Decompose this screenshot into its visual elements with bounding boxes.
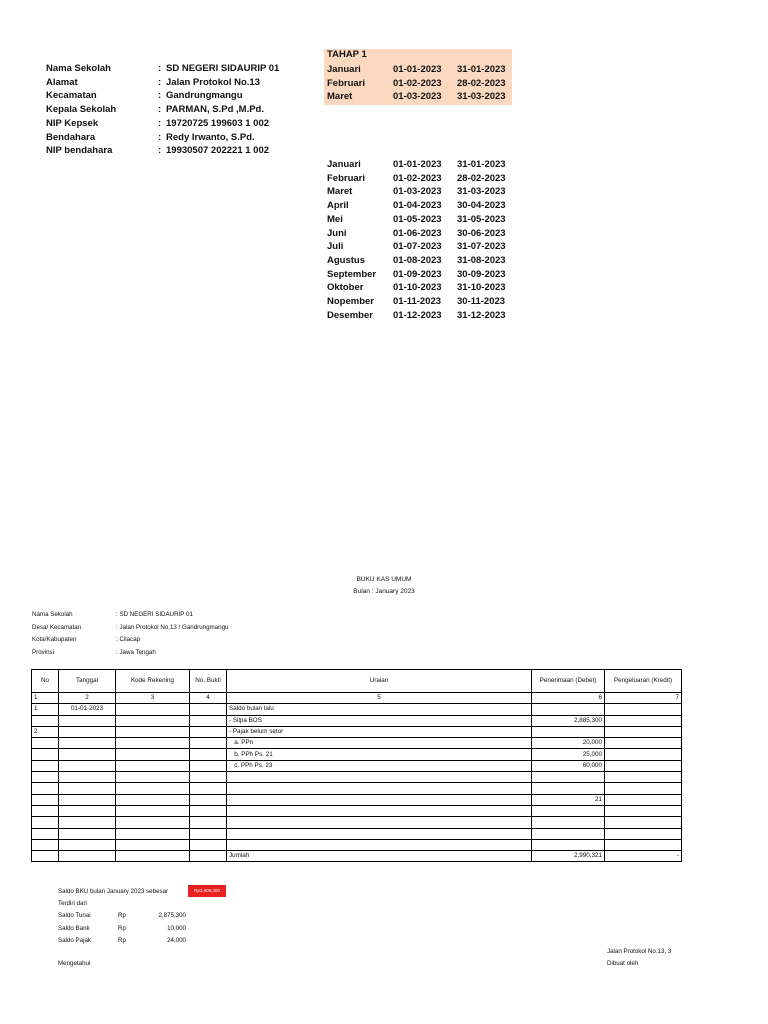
tahap-end: 31-01-2023 (457, 64, 506, 75)
table-cell (59, 794, 116, 805)
summary-value: 10,000 (167, 924, 186, 932)
table-row (32, 738, 682, 749)
summary-value: 24,000 (167, 937, 186, 944)
month-end: 28-02-2023 (457, 172, 506, 184)
table-cell (190, 794, 227, 805)
table-cell (32, 772, 59, 783)
table-cell (605, 794, 682, 805)
info-colon: : (158, 90, 162, 102)
table-cell (32, 839, 59, 850)
info-value: Redy Irwanto, S.Pd. (166, 131, 255, 143)
table-row (32, 839, 682, 850)
month-end: 30-11-2023 (457, 296, 506, 307)
table-cell: 2,990,321 (532, 851, 605, 862)
table-cell: 20,000 (532, 738, 605, 749)
table-cell (532, 828, 605, 839)
table-cell (532, 817, 605, 828)
month-row (327, 281, 517, 294)
table-cell (190, 715, 227, 726)
bku-info-label: Provinsi (32, 648, 55, 656)
column-number: 7 (605, 693, 682, 704)
table-cell (605, 760, 682, 771)
table-cell (532, 772, 605, 783)
table-cell: - Silpa BOS (227, 715, 532, 726)
table-cell (190, 726, 227, 737)
month-row (327, 254, 517, 267)
table-cell (190, 828, 227, 839)
table-cell (116, 704, 190, 715)
table-cell (605, 828, 682, 839)
table-cell: 60,000 (532, 760, 605, 771)
tahap-row (327, 90, 517, 104)
table-cell (605, 772, 682, 783)
month-row (327, 268, 517, 281)
month-row (327, 240, 517, 253)
dibuat-oleh: Dibuat oleh (607, 960, 639, 967)
table-cell (605, 738, 682, 749)
table-cell (116, 805, 190, 816)
table-cell (605, 839, 682, 850)
table-cell (605, 749, 682, 760)
month-start: 01-08-2023 (393, 254, 442, 266)
month-end: 30-09-2023 (457, 268, 506, 280)
month-start: 01-12-2023 (393, 309, 442, 321)
table-cell (59, 828, 116, 839)
month-row (327, 213, 517, 226)
info-label: Alamat (46, 76, 78, 88)
table-cell (59, 749, 116, 760)
month-name: Oktober (327, 282, 364, 294)
table-cell (227, 828, 532, 839)
month-start: 01-11-2023 (393, 296, 442, 307)
table-cell (32, 805, 59, 816)
tahap-month: Februari (327, 77, 366, 89)
table-cell (190, 805, 227, 816)
column-header: No. Bukti (190, 670, 227, 693)
table-cell (227, 839, 532, 850)
table-cell: - Pajak belum setor (227, 726, 532, 737)
column-header: Penerimaan (Debet) (532, 670, 605, 693)
table-cell: 1 (32, 704, 59, 715)
bku-table (31, 669, 682, 862)
table-cell (32, 749, 59, 760)
saldo-box: Rp2,909,300 (188, 885, 226, 897)
month-end: 31-08-2023 (457, 254, 506, 266)
table-cell (605, 715, 682, 726)
table-cell (227, 817, 532, 828)
table-cell (227, 783, 532, 794)
table-cell (59, 805, 116, 816)
month-row (327, 185, 517, 198)
table-cell (116, 772, 190, 783)
info-label: NIP Kepsek (46, 117, 99, 129)
summary-label: Saldo Tunai (58, 912, 91, 919)
bku-info-value: : SD NEGERI SIDAURIP 01 (116, 611, 193, 618)
table-cell (605, 805, 682, 816)
summary-rp: Rp (118, 924, 126, 932)
table-cell (59, 715, 116, 726)
table-row (32, 828, 682, 839)
month-name: September (327, 268, 377, 280)
month-name: Februari (327, 172, 366, 184)
saldo-text: Saldo BKU bulan January 2023 sebesar (58, 888, 169, 895)
table-cell (190, 772, 227, 783)
month-name: Juli (327, 241, 344, 253)
column-header: Pengeluaran (Kredit) (605, 670, 682, 693)
table-cell (190, 783, 227, 794)
table-cell (532, 805, 605, 816)
info-label: Kepala Sekolah (46, 104, 117, 116)
tahap-month: Maret (327, 91, 353, 102)
table-cell (32, 760, 59, 771)
table-row (32, 783, 682, 794)
tahap-start: 01-02-2023 (393, 77, 442, 89)
month-row (327, 172, 517, 185)
column-number-row (32, 693, 682, 704)
table-cell (605, 704, 682, 715)
column-header: Kode Rekening (116, 670, 190, 693)
table-cell (190, 749, 227, 760)
table-cell (605, 783, 682, 794)
info-value: PARMAN, S.Pd ,M.Pd. (166, 104, 264, 116)
month-row (327, 309, 517, 322)
table-cell (116, 760, 190, 771)
info-colon: : (158, 145, 162, 157)
month-start: 01-07-2023 (393, 241, 442, 253)
table-cell (32, 794, 59, 805)
mengetahui: Mengetahui (58, 960, 91, 967)
table-cell (32, 851, 59, 862)
info-label: Nama Sekolah (46, 63, 111, 74)
month-start: 01-03-2023 (393, 186, 442, 198)
bku-title: BUKU KAS UMUM (356, 576, 412, 583)
table-cell (116, 817, 190, 828)
month-name: Agustus (327, 254, 365, 266)
bku-info-label: Kota/Kabupaten (32, 636, 77, 643)
info-value: 19720725 199603 1 002 (166, 117, 270, 129)
table-cell: 25,000 (532, 749, 605, 760)
month-end: 31-01-2023 (457, 159, 506, 170)
month-end: 31-12-2023 (457, 309, 506, 321)
table-row (32, 704, 682, 715)
table-cell: Jumlah (227, 851, 532, 862)
table-cell (532, 839, 605, 850)
table-cell (59, 851, 116, 862)
column-header: Uraian (227, 670, 532, 693)
terdiri-dari: Terdiri dari (58, 900, 87, 907)
bku-info-value: : Jalan Protokol No.13 / Gandrungmangu (116, 623, 229, 631)
table-cell (59, 839, 116, 850)
column-header: No (32, 670, 59, 693)
info-value: Gandrungmangu (166, 90, 243, 102)
table-cell (190, 851, 227, 862)
column-number: 5 (227, 693, 532, 704)
table-row (32, 715, 682, 726)
table-cell: a. PPn (227, 738, 532, 749)
table-row (32, 760, 682, 771)
month-name: Juni (327, 227, 347, 239)
month-start: 01-10-2023 (393, 282, 442, 294)
month-end: 31-07-2023 (457, 241, 506, 253)
table-cell (59, 726, 116, 737)
month-end: 30-04-2023 (457, 200, 506, 212)
month-start: 01-09-2023 (393, 268, 442, 280)
table-cell: b. PPh Ps. 21 (227, 749, 532, 760)
table-cell (116, 828, 190, 839)
bku-subtitle: Bulan : January 2023 (353, 588, 415, 595)
table-cell: Saldo bulan lalu (227, 704, 532, 715)
bku-info-label: Nama Sekolah (32, 611, 73, 618)
column-number: 1 (32, 693, 59, 704)
month-name: Desember (327, 309, 373, 321)
column-header: Tanggal (59, 670, 116, 693)
month-row (327, 158, 517, 171)
table-cell (32, 783, 59, 794)
table-cell (190, 760, 227, 771)
month-row (327, 227, 517, 240)
month-end: 31-10-2023 (457, 282, 506, 294)
table-cell (227, 805, 532, 816)
table-cell: c. PPh Ps. 23 (227, 760, 532, 771)
table-row (32, 772, 682, 783)
table-cell: 2,885,300 (532, 715, 605, 726)
month-start: 01-05-2023 (393, 213, 442, 225)
table-cell (190, 839, 227, 850)
table-header (32, 670, 682, 693)
table-cell (116, 726, 190, 737)
table-cell: 01-01-2023 (59, 704, 116, 715)
table-cell (116, 794, 190, 805)
month-start: 01-04-2023 (393, 200, 442, 212)
table-cell (32, 828, 59, 839)
info-value: 19930507 202221 1 002 (166, 145, 270, 157)
table-cell (532, 704, 605, 715)
table-cell (532, 726, 605, 737)
column-number: 6 (532, 693, 605, 704)
month-name: Mei (327, 213, 343, 225)
table-cell (532, 783, 605, 794)
tahap-start: 01-03-2023 (393, 91, 442, 102)
summary-value: 2,875,300 (158, 912, 186, 919)
month-name: Januari (327, 159, 361, 170)
table-cell (116, 783, 190, 794)
summary-rp: Rp (118, 937, 126, 944)
table-cell (59, 772, 116, 783)
table-row (32, 805, 682, 816)
table-cell (116, 715, 190, 726)
tahap-end: 28-02-2023 (457, 77, 506, 89)
table-cell (227, 772, 532, 783)
table-cell (190, 817, 227, 828)
info-colon: : (158, 76, 162, 88)
table-cell (190, 704, 227, 715)
table-cell: 2 (32, 726, 59, 737)
table-cell (116, 839, 190, 850)
month-end: 30-06-2023 (457, 227, 506, 239)
month-start: 01-01-2023 (393, 159, 442, 170)
bku-info-value: : Cilacap (116, 636, 141, 643)
tahap-row (327, 63, 517, 77)
info-value: SD NEGERI SIDAURIP 01 (166, 63, 280, 74)
month-row (327, 295, 517, 308)
table-row (32, 726, 682, 737)
table-cell (116, 749, 190, 760)
table-cell: - (605, 851, 682, 862)
info-label: NIP bendahara (46, 145, 113, 157)
table-cell (32, 817, 59, 828)
table-cell (59, 817, 116, 828)
table-cell (59, 760, 116, 771)
info-colon: : (158, 131, 162, 143)
table-cell (605, 817, 682, 828)
table-cell (190, 738, 227, 749)
month-start: 01-06-2023 (393, 227, 442, 239)
month-name: April (327, 200, 349, 212)
table-row (32, 794, 682, 805)
bku-info-value: : Jawa Tengah (116, 648, 156, 656)
info-colon: : (158, 63, 162, 74)
tahap-row (327, 77, 517, 91)
column-number: 2 (59, 693, 116, 704)
table-cell (227, 794, 532, 805)
month-name: Maret (327, 186, 353, 198)
table-cell (59, 738, 116, 749)
table-cell (32, 738, 59, 749)
bku-info-label: Desa/ Kecamatan (32, 623, 82, 631)
month-name: Nopember (327, 296, 374, 307)
month-end: 31-05-2023 (457, 213, 506, 225)
info-label: Bendahara (46, 131, 96, 143)
column-number: 3 (116, 693, 190, 704)
info-colon: : (158, 104, 162, 116)
table-cell (605, 726, 682, 737)
summary-rp: Rp (118, 912, 126, 919)
tahap-start: 01-01-2023 (393, 64, 442, 75)
table-row (32, 851, 682, 862)
table-cell: 21 (532, 794, 605, 805)
table-cell (59, 783, 116, 794)
info-label: Kecamatan (46, 90, 97, 102)
column-number: 4 (190, 693, 227, 704)
info-value: Jalan Protokol No.13 (166, 76, 260, 88)
table-cell (32, 715, 59, 726)
table-cell (116, 851, 190, 862)
table-cell (116, 738, 190, 749)
month-start: 01-02-2023 (393, 172, 442, 184)
summary-label: Saldo Bank (58, 924, 90, 932)
table-row (32, 749, 682, 760)
place-date: Jalan Protokol No.13, 3 (607, 948, 672, 955)
table-row (32, 817, 682, 828)
tahap-month: Januari (327, 64, 361, 75)
tahap-title: TAHAP 1 (327, 49, 367, 60)
month-end: 31-03-2023 (457, 186, 506, 198)
info-colon: : (158, 117, 162, 129)
month-row (327, 199, 517, 212)
tahap-end: 31-03-2023 (457, 91, 506, 102)
summary-label: Saldo Pajak (58, 937, 92, 944)
